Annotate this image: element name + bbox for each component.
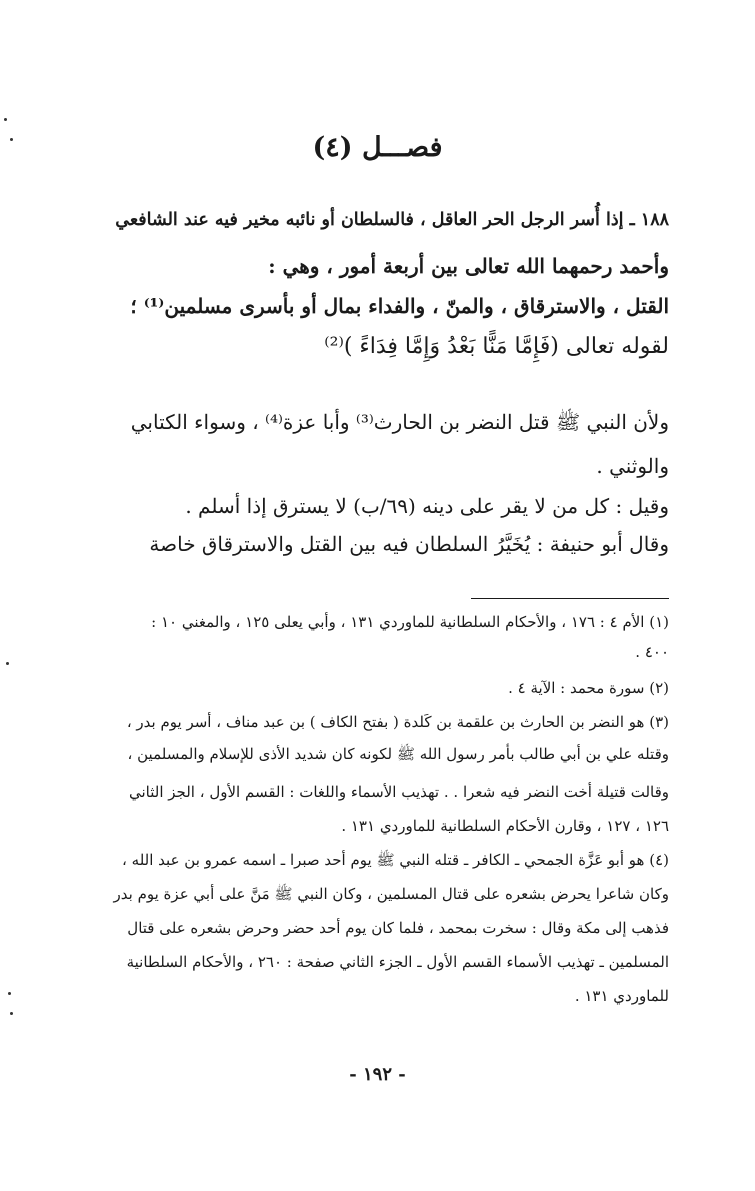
footnote-4-line-1: (٤) هو أبو عَزَّة الجمحي ـ الكافر ـ قتله النبي ﷺ يوم أحد صبرا ـ اسمه عمرو بن عبد الله ، (122, 851, 669, 869)
scan-speck (6, 662, 9, 665)
paragraph-line-6: والوثني . (596, 454, 669, 478)
footnote-1-line-2: ٤٠٠ . (635, 643, 669, 661)
paragraph-line-5: ولأن النبي ﷺ قتل النضر بن الحارث⁽³⁾ وأبا عزة⁽⁴⁾ ، وسواء الكتابي (130, 410, 669, 434)
quran-verse-line: لقوله تعالى (فَإِمَّا مَنًّا بَعْدُ وَإِمَّا فِدَاءً )⁽²⁾ (324, 334, 669, 359)
footnote-4-line-2: وكان شاعرا يحرض بشعره على قتال المسلمين ، وكان النبي ﷺ مَنَّ على أبي عزة يوم بدر (113, 885, 669, 903)
footnote-2: (٢) سورة محمد : الآية ٤ . (508, 679, 669, 697)
footnote-3-line-4: ١٢٦ ، ١٢٧ ، وقارن الأحكام السلطانية للماوردي ١٣١ . (341, 817, 669, 835)
footnote-3-line-1: (٣) هو النضر بن الحارث بن علقمة بن كَلدة ( بفتح الكاف ) بن عبد مناف ، أسر يوم بدر ، (126, 713, 669, 731)
footnote-1-line-1: (١) الأم ٤ : ١٧٦ ، والأحكام السلطانية للماوردي ١٣١ ، وأبي يعلى ١٢٥ ، والمغني ١٠ : (151, 613, 669, 631)
footnote-4-line-4: المسلمين ـ تهذيب الأسماء القسم الأول ـ الجزء الثاني صفحة : ٢٦٠ ، والأحكام السلطانية (126, 953, 669, 971)
paragraph-line-1: ١٨٨ ـ إذا أُسر الرجل الحر العاقل ، فالسلطان أو نائبه مخير فيه عند الشافعي (115, 210, 669, 230)
scan-speck (10, 1012, 13, 1015)
scan-speck (8, 992, 11, 995)
page-number: - ١٩٢ - (349, 1064, 406, 1085)
footnote-4-line-5: للماوردي ١٣١ . (574, 987, 669, 1005)
scan-speck (4, 118, 7, 121)
scan-speck (10, 138, 13, 141)
footnote-4-line-3: فذهب إلى مكة وقال : سخرت بمحمد ، فلما كان يوم أحد حضر وحرض بشعره على قتال (127, 919, 669, 937)
footnote-separator (471, 598, 669, 599)
footnote-3-line-2: وقتله علي بن أبي طالب بأمر رسول الله ﷺ لكونه كان شديد الأذى للإسلام والمسلمين ، (127, 745, 669, 763)
paragraph-line-2: وأحمد رحمهما الله تعالى بين أربعة أمور ، وهي : (268, 254, 669, 278)
paragraph-line-3: القتل ، والاسترقاق ، والمنّ ، والفداء بمال أو بأسرى مسلمين⁽¹⁾ ؛ (130, 294, 669, 318)
chapter-title: فصـــل (٤) (312, 132, 443, 163)
footnote-3-line-3: وقالت قتيلة أخت النضر فيه شعرا . . تهذيب الأسماء واللغات : القسم الأول ، الجز الثاني (128, 783, 669, 801)
paragraph-line-7: وقيل : كل من لا يقر على دينه (٦٩/ب) لا يسترق إذا أسلم . (185, 494, 669, 518)
paragraph-line-8: وقال أبو حنيفة : يُخَيَّرُ السلطان فيه بين القتل والاسترقاق خاصة (149, 532, 669, 556)
